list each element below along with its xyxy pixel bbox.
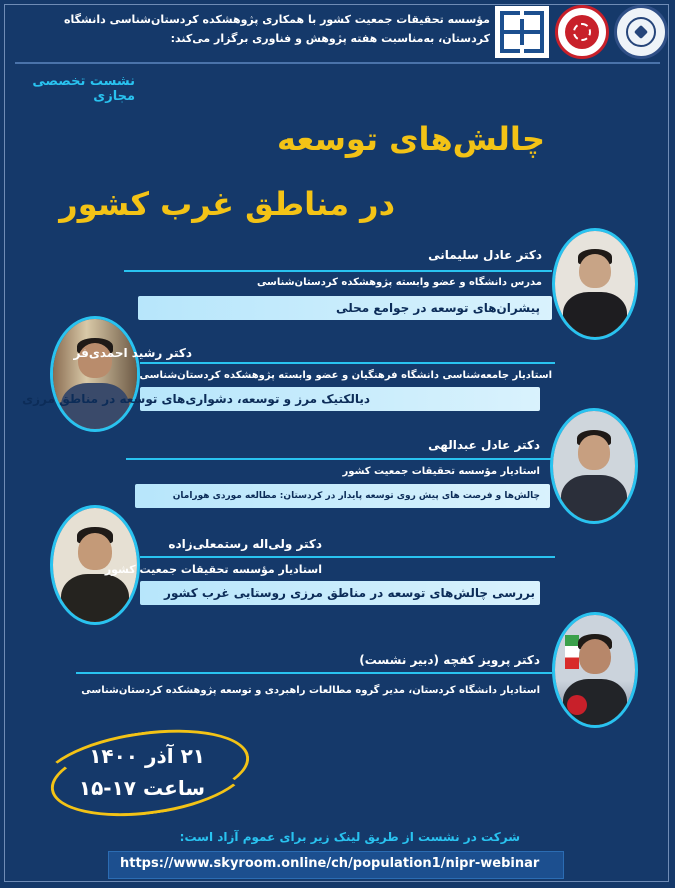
header-divider (15, 62, 660, 64)
speaker-3-photo (550, 408, 638, 524)
speaker-3-topic: چالش‌ها و فرصت های پیش روی توسعه پایدار در کردستان: مطالعه موردی هورامان (172, 491, 540, 501)
speaker-1-name: دکتر عادل سلیمانی (428, 248, 542, 262)
speaker-5-role: استادیار دانشگاه کردستان، مدیر گروه مطالعات راهبردی و توسعه پژوهشکده کردستان‌شناسی (81, 685, 540, 696)
speaker-1-divider (124, 270, 552, 272)
kurdistan-studies-institute-logo (495, 6, 549, 58)
event-date: ۲۱ آذر ۱۴۰۰ (89, 744, 205, 768)
participation-note: شرکت در نشست از طریق لینک زیر برای عموم آزاد است: (179, 830, 520, 844)
speaker-1-topic: پیشران‌های توسعه در جوامع محلی (336, 301, 540, 315)
title-line-1: چالش‌های توسعه (276, 120, 545, 158)
speaker-5-photo (552, 612, 638, 728)
speaker-4-name: دکتر ولی‌اله رستمعلی‌زاده (168, 537, 322, 551)
speaker-4-role: استادیار مؤسسه تحقیقات جمعیت کشور (104, 563, 322, 576)
speaker-2-role: استادیار جامعه‌شناسی دانشگاه فرهنگیان و عضو وابسته پژوهشکده کردستان‌شناسی (139, 370, 552, 381)
session-type: نشست تخصصی مجازی (32, 74, 135, 104)
speaker-5-divider (76, 672, 552, 674)
speaker-3-divider (126, 458, 551, 460)
speaker-3-role: استادیار مؤسسه تحقیقات جمعیت کشور (342, 466, 540, 477)
population-institute-logo (614, 5, 668, 59)
speaker-2-photo (50, 316, 140, 432)
speaker-5-name: دکتر پرویز کفچه (دبیر نشست) (359, 653, 540, 667)
title-line-2: در مناطق غرب کشور (59, 185, 395, 223)
speaker-1-photo (552, 228, 638, 340)
speaker-1-role: مدرس دانشگاه و عضو وابسته پژوهشکده کردستان‌شناسی (256, 277, 542, 288)
webinar-link[interactable]: https://www.skyroom.online/ch/population1/nipr-webinar (120, 856, 540, 871)
speaker-3-name: دکتر عادل عبدالهی (428, 438, 540, 452)
speaker-2-name: دکتر رشید احمدی‌فر (73, 346, 192, 360)
speaker-4-divider (140, 556, 555, 558)
speaker-2-divider (140, 362, 555, 364)
speaker-2-topic: دیالکتیک مرز و توسعه، دشواری‌های توسعه در مناطق مرزی (22, 392, 370, 406)
speaker-4-topic: بررسی چالش‌های توسعه در مناطق مرزی روستایی غرب کشور (164, 586, 535, 600)
header-line-2: کردستان، به‌مناسبت هفته پژوهش و فناوری برگزار می‌کند: (170, 32, 490, 45)
header-organizers (20, 10, 490, 48)
event-time: ساعت ۱۷-۱۵ (78, 776, 205, 800)
university-of-kurdistan-logo (555, 5, 609, 59)
header-line-1: مؤسسه تحقیقات جمعیت کشور با همکاری پژوهشکده کردستان‌شناسی دانشگاه (64, 13, 490, 26)
